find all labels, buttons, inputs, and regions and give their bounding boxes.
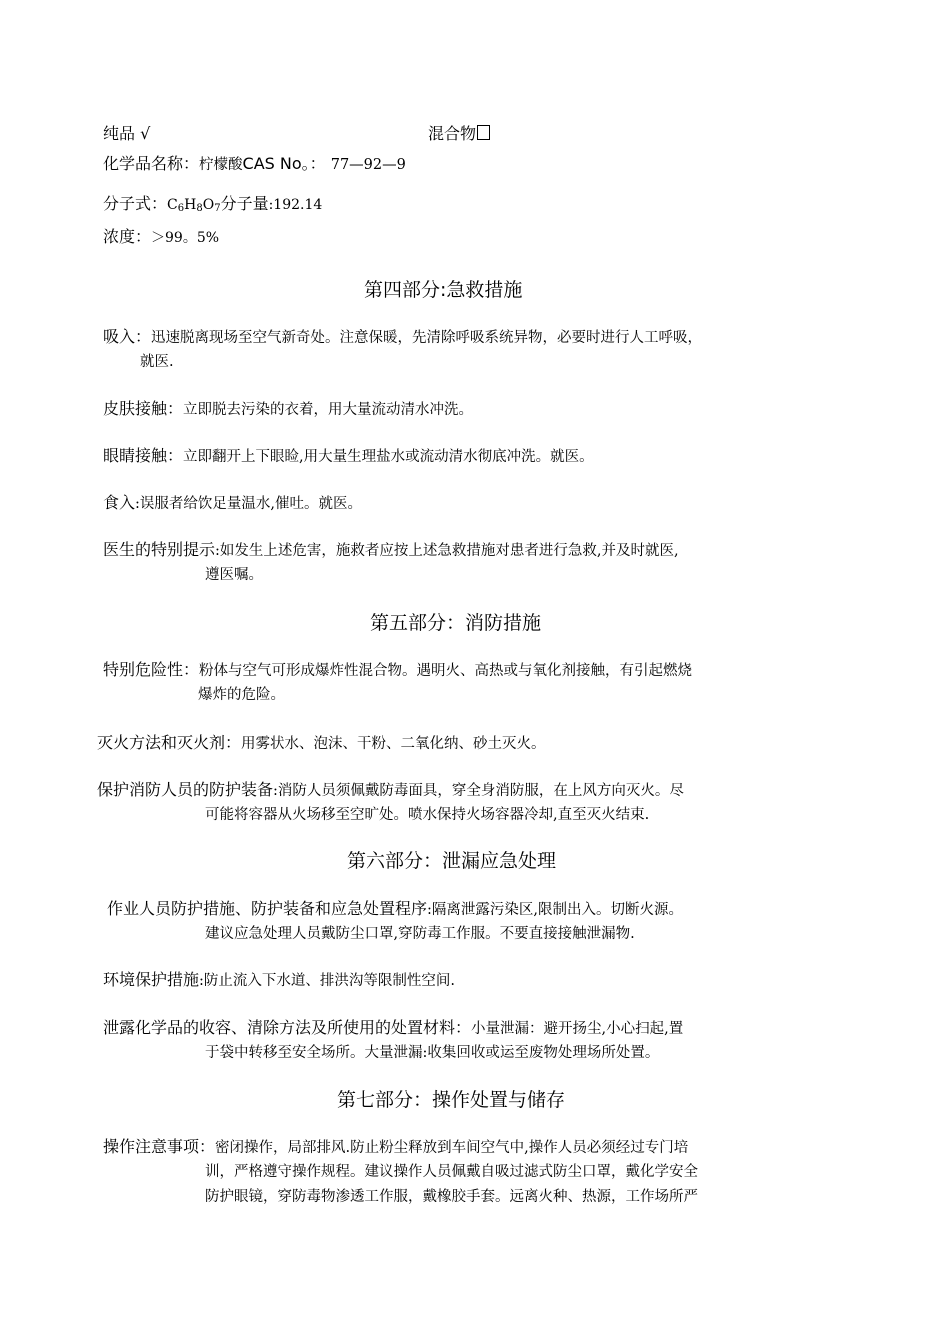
concentration-label: 浓度： [103,227,152,246]
inhalation-text-1: 迅速脱离现场至空气新奇处。注意保暖，先清除呼吸系统异物，必要时进行人工呼吸， [151,330,703,346]
doctor-note-text-1: :如发生上述危害，施救者应按上述急救措施对患者进行急救,并及时就医, [215,543,679,559]
cleanup-text-2: 于袋中转移至安全场所。大量泄漏:收集回收或运至废物处理场所处置。 [205,1045,660,1061]
firefighter-ppe-label: 保护消防人员的防护装备 [97,780,274,799]
eye-contact-label: 眼睛接触： [103,446,184,465]
formula-label: 分子式： [103,194,168,213]
concentration-line [103,225,219,250]
formula-line [103,192,322,221]
handling-text-2: 训，严格遵守操作规程。建议操作人员佩戴自吸过滤式防尘口罩，戴化学安全 [205,1164,698,1180]
inhalation-text-2: 就医. [140,354,174,370]
extinguishing-label: 灭火方法和灭火剂： [97,733,242,752]
firefighter-ppe-text-2: 可能将容器从火场移至空旷处。喷水保持火场容器冷却,直至灭火结束. [205,807,650,823]
skin-contact-line [103,397,473,422]
chemical-name-label: 化学品名称： [103,154,200,173]
pure-substance-line [103,122,150,146]
firefighter-ppe-text-1: :消防人员须佩戴防毒面具，穿全身消防服，在上风方向灭火。尽 [273,783,684,799]
cas-value: 77—92—9 [330,157,406,173]
mixture-line [428,122,490,146]
environmental-line [103,968,455,993]
extinguishing-line [97,731,546,756]
ingestion-line [103,491,362,516]
environmental-label: 环境保护措施 [103,970,200,989]
eye-contact-line [103,444,594,469]
handling-line-1 [103,1135,688,1160]
chemical-name-value: 柠檬酸 [199,157,243,173]
special-hazard-text-1: 粉体与空气可形成爆炸性混合物。遇明火、高热或与氧化剂接触，有引起燃烧 [199,663,693,679]
mixture-label: 混合物 [428,124,477,143]
doctor-note-text-2: 遵医嘱。 [205,567,263,583]
special-hazard-line-1 [103,658,692,683]
concentration-value: ＞99。5% [151,230,220,246]
worker-protection-text-1: :隔离泄露污染区,限制出入。切断火源。 [427,902,684,918]
mixture-checkbox [477,125,490,140]
section-5-heading: 第五部分：消防措施 [370,612,542,634]
doctor-note-label: 医生的特别提示 [103,540,216,559]
ingestion-label: 食入 [103,493,136,512]
ingestion-text: :误服者给饮足量温水,催吐。就医。 [135,496,363,512]
eye-contact-text: 立即翻开上下眼睑,用大量生理盐水或流动清水彻底冲洗。就医。 [183,449,594,465]
firefighter-ppe-line-1 [97,778,684,803]
worker-protection-line-1 [107,897,683,922]
molecular-weight-label: 分子量 [220,194,269,213]
inhalation-label: 吸入： [103,327,152,346]
section-7-heading: 第七部分：操作处置与储存 [337,1089,566,1111]
inhalation-line-1 [103,325,702,350]
pure-label: 纯品 [103,124,136,143]
pure-checkmark: √ [140,124,151,143]
special-hazard-text-2: 爆炸的危险。 [198,687,285,703]
skin-contact-label: 皮肤接触： [103,399,184,418]
cleanup-line-1 [103,1016,683,1041]
handling-text-3: 防护眼镜，穿防毒物渗透工作服，戴橡胶手套。远离火种、热源，工作场所严 [205,1189,698,1205]
cleanup-label: 泄露化学品的收容、清除方法及所使用的处置材料： [103,1018,472,1037]
environmental-text: :防止流入下水道、排洪沟等限制性空间. [199,973,456,989]
molecular-weight-value: :192.14 [268,197,323,213]
section-6-heading: 第六部分：泄漏应急处理 [347,850,557,872]
molecular-formula: $C_6H_8O_7$ [167,197,221,214]
extinguishing-text: 用雾状水、泡沫、干粉、二氧化纳、砂土灭火。 [241,736,546,752]
cleanup-text-1: 小量泄漏：避开扬尘,小心扫起,置 [471,1021,684,1037]
chemical-name-line [103,152,406,177]
worker-protection-label: 作业人员防护措施、防护装备和应急处置程序 [107,899,428,918]
special-hazard-label: 特别危险性： [103,660,200,679]
handling-label: 操作注意事项： [103,1137,216,1156]
doctor-note-line-1 [103,538,679,563]
handling-text-1: 密闭操作，局部排风.防止粉尘释放到车间空气中,操作人员必须经过专门培 [215,1140,689,1156]
worker-protection-text-2: 建议应急处理人员戴防尘口罩,穿防毒工作服。不要直接接触泄漏物. [205,926,635,942]
cas-label: CAS No。： [242,154,326,173]
section-4-heading: 第四部分:急救措施 [364,279,523,301]
skin-contact-text: 立即脱去污染的衣着，用大量流动清水冲洗。 [183,402,474,418]
